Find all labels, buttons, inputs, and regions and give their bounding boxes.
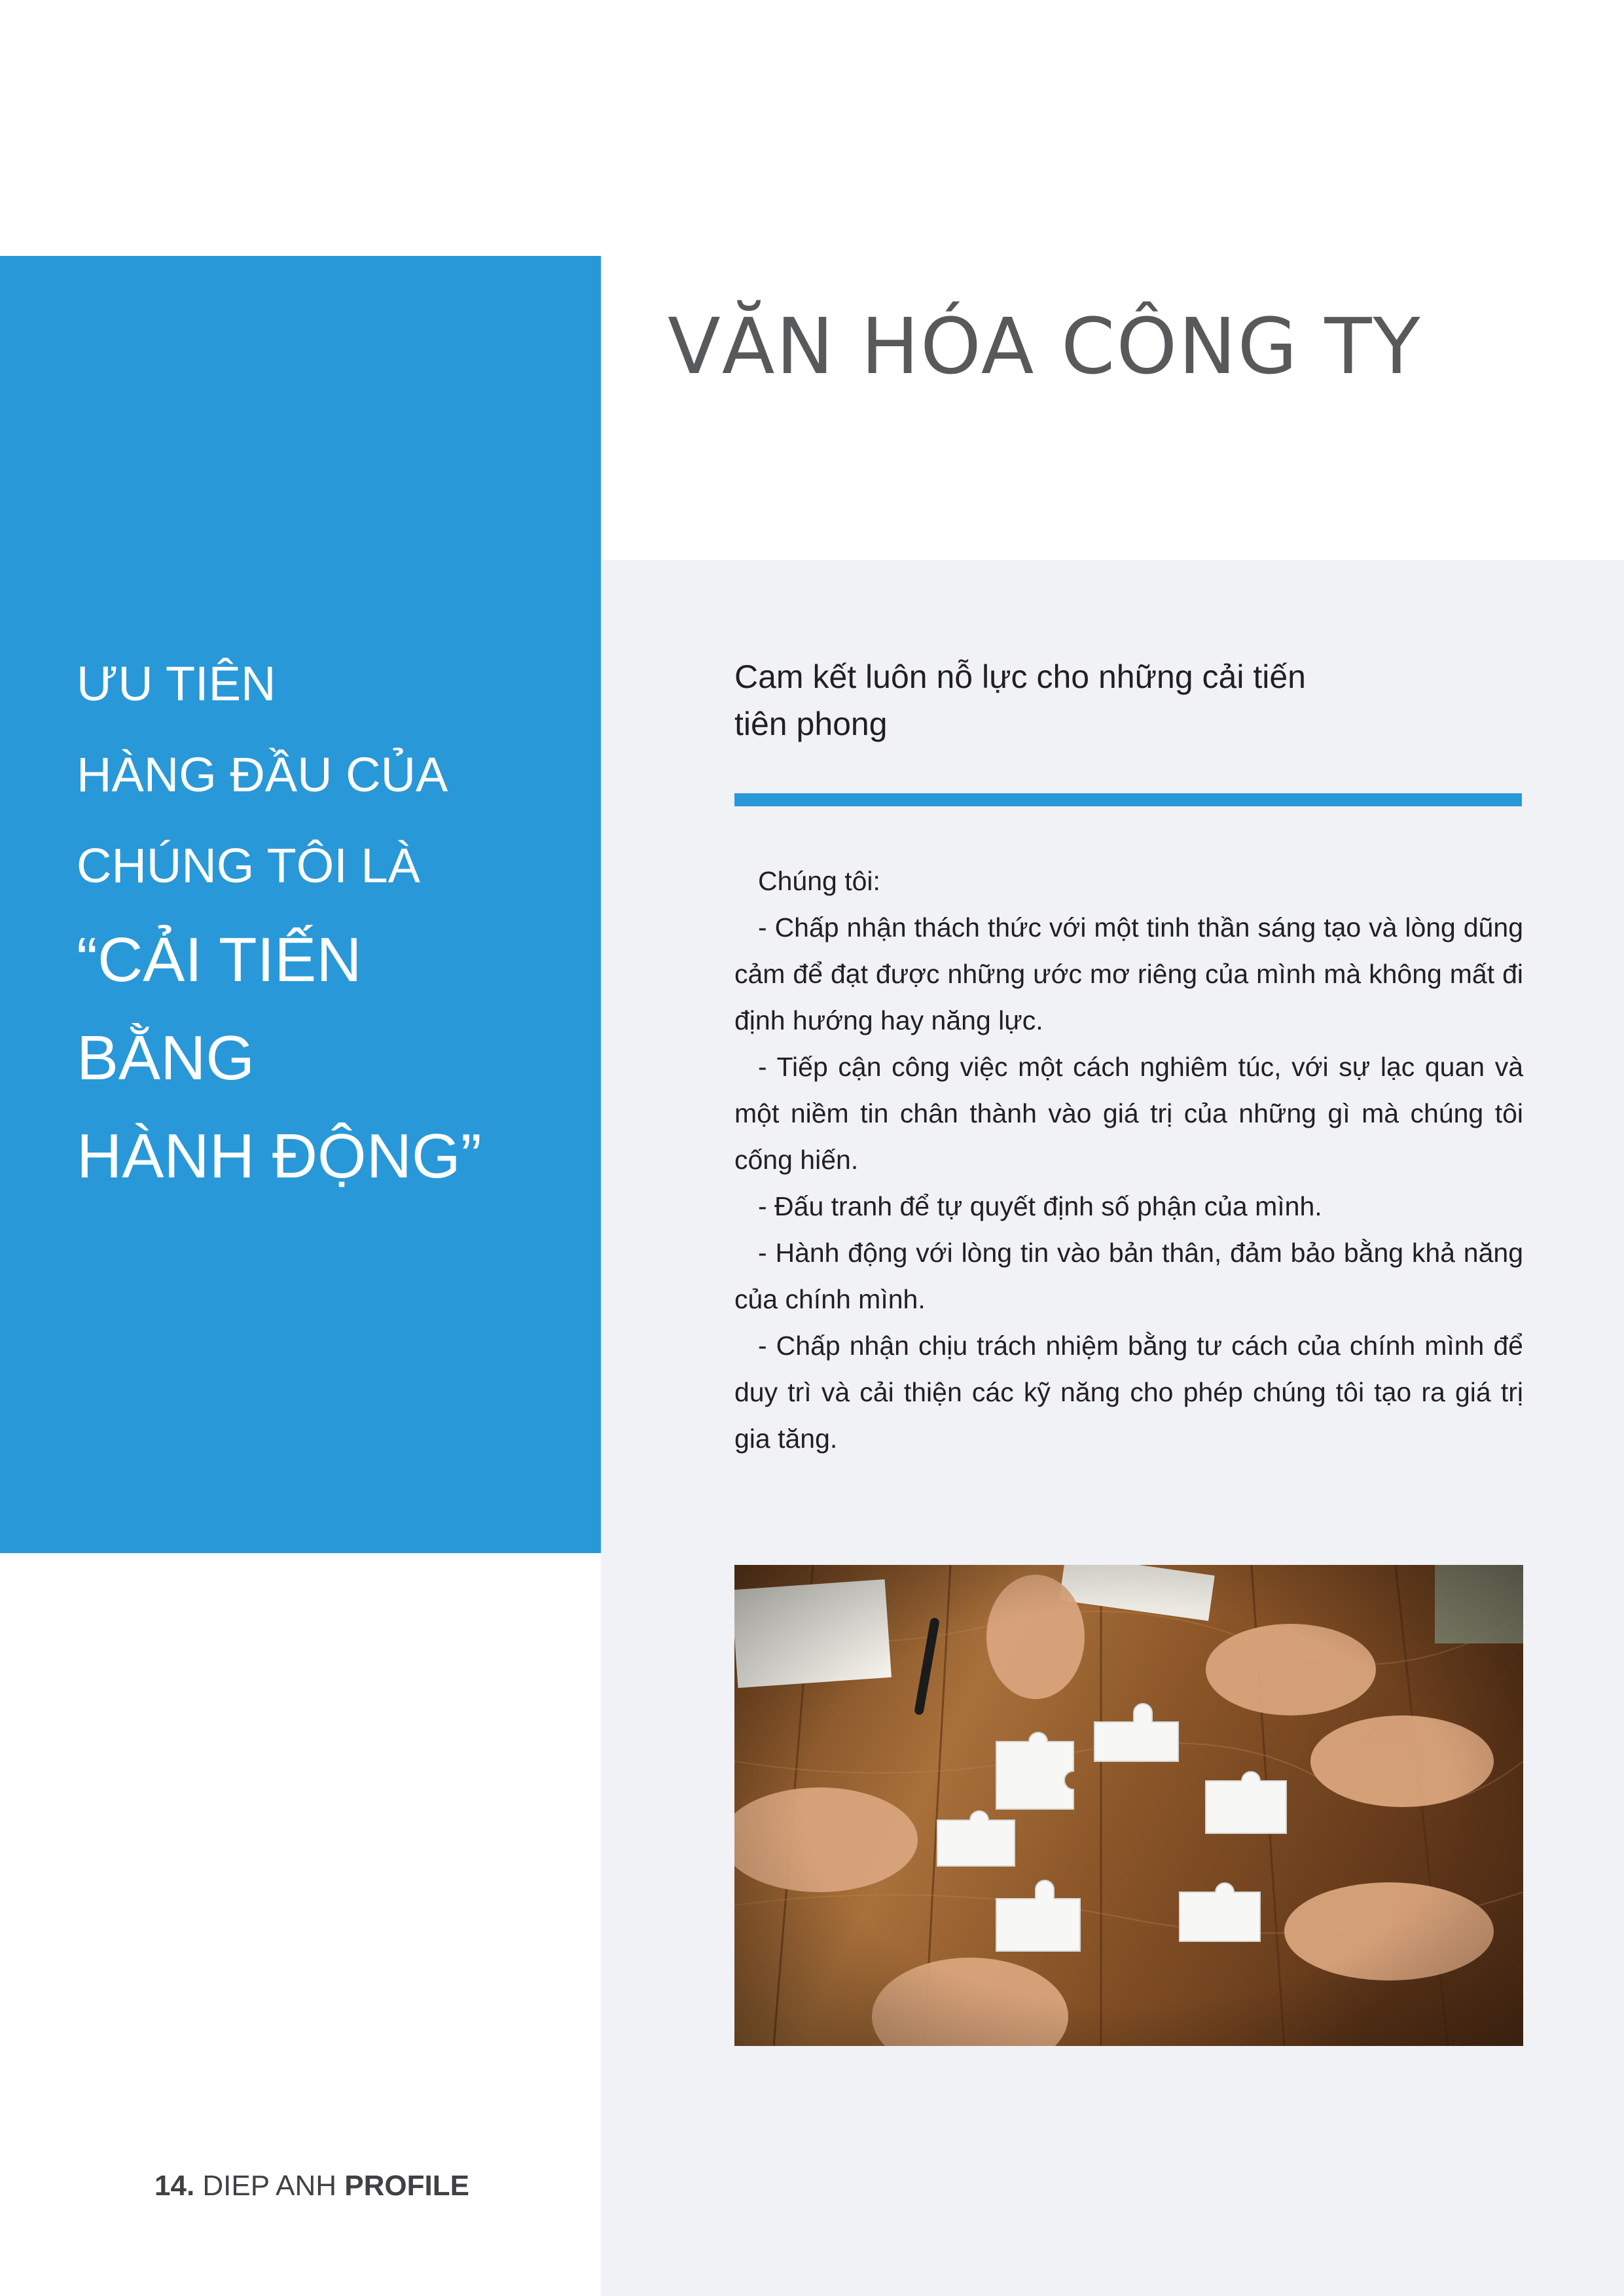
subtitle [734, 653, 1389, 747]
motto-quote-line: “CẢI TIẾN [77, 925, 362, 995]
body-text [734, 858, 1523, 1462]
motto [77, 638, 587, 1206]
motto-line: CHÚNG TÔI LÀ [77, 838, 420, 893]
motto-quote-line: BẰNG [77, 1023, 255, 1093]
body-point: - Chấp nhận chịu trách nhiệm bằng tư cách của chính mình để duy trì và cải thiện các kỹ năng cho phép chúng tôi tạo ra giá trị gia tăng. [734, 1331, 1523, 1454]
subtitle-line: Cam kết luôn nỗ lực cho những cải tiến [734, 658, 1306, 695]
body-point: - Hành động với lòng tin vào bản thân, đảm bảo bằng khả năng của chính mình. [734, 1238, 1523, 1314]
body-point: - Tiếp cận công việc một cách nghiêm túc, với sự lạc quan và một niềm tin chân thành vào giá trị của những gì mà chúng tôi cống hiến. [734, 1052, 1523, 1175]
page-number: 14. [154, 2170, 195, 2202]
body-intro: Chúng tôi: [758, 866, 880, 896]
puzzle-photo-illustration [734, 1565, 1523, 2046]
footer-label: PROFILE [344, 2170, 469, 2202]
body-point: - Chấp nhận thách thức với một tinh thần sáng tạo và lòng dũng cảm để đạt được những ước mơ riêng của mình mà không mất đi định hướng hay năng lực. [734, 912, 1523, 1035]
motto-line: HÀNG ĐẦU CỦA [77, 747, 448, 802]
page-title: VĂN HÓA CÔNG TY [668, 301, 1422, 391]
subtitle-line: tiên phong [734, 706, 888, 742]
footer-company: DIEP ANH [202, 2170, 337, 2202]
motto-line: ƯU TIÊN [77, 656, 276, 711]
teamwork-puzzle-photo [734, 1565, 1523, 2046]
motto-quote-line: HÀNH ĐỘNG” [77, 1121, 482, 1191]
body-point: - Đấu tranh để tự quyết định số phận của mình. [758, 1191, 1322, 1221]
divider [734, 793, 1522, 806]
page-footer [154, 2172, 469, 2200]
